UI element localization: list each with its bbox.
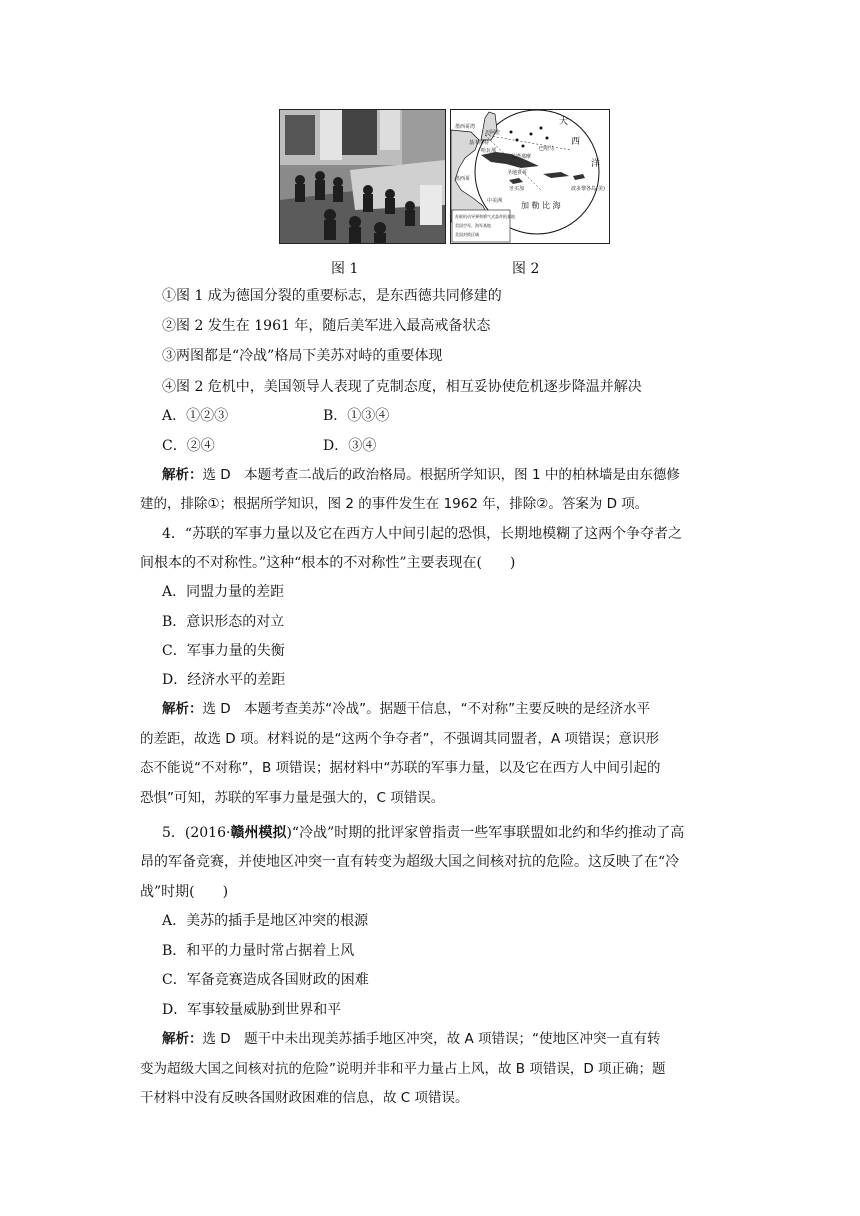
q3-option-b: B．①③④ [323,408,390,424]
q4-option-b: B．意识形态的对立 [162,614,285,630]
q5-analysis-label: 解析： [162,1031,203,1047]
q3-statement-2: ②图 2 发生在 1961 年，随后美军进入最高戒备状态 [162,318,491,334]
q5-analysis-text-1: 选 D 题干中未出现美苏插手地区冲突，故 A 项错误；“使地区冲突一直有转 [202,1031,661,1047]
q4-stem-line-2: 间根本的不对称性。”这种“根本的不对称性”主要表现在( ) [140,555,516,571]
q5-option-d: D．军事较量威胁到世界和平 [162,1002,342,1018]
legend-us-base: 美国空军、海军基地 [455,223,491,228]
q3-option-d: D．③④ [323,438,377,454]
q3-analysis-line-2 [140,494,648,514]
q4-analysis-text-2: 的差距，故选 D 项。材料说的是“这两个争夺者”，不强调其同盟者，A 项错误；意识形 [140,731,659,747]
q4-stem-line-1: 4．“苏联的军事力量以及它在西方人中间引起的恐惧，长期地模糊了这两个争夺者之 [162,526,683,542]
map-label-mexico: 墨西哥 [455,176,471,182]
q4-option-d: D．经济水平的差距 [162,672,286,688]
q3-statement-3: ③两图都是“冷战”格局下美苏对峙的重要体现 [162,348,443,364]
map-label-puerto-rico: 波多黎各岛(美) [571,186,605,192]
legend-blockade: 美国封锁区域 [455,232,479,237]
q5-stem-line-1 [162,823,684,843]
map-label-miami: 迈阿密 [485,130,501,136]
q5-number: 5．(2016· [162,825,231,841]
berlin-wall-photo [279,109,446,244]
map-label-west: 西 [571,137,581,147]
legend-missile-base: 苏联机动导弹和喷气式轰炸机基地 [455,214,515,219]
map-label-havana: 哈瓦那 [481,148,497,154]
q5-analysis-line-2 [140,1059,666,1079]
q4-analysis-text-3: 态不能说“不对称”，B 项错误；据材料中“苏联的军事力量，以及它在西方人中间引起的 [140,760,661,776]
map-label-mexico-bay: 墨西哥湾 [455,124,476,130]
q4-option-c: C．军事力量的失衡 [162,643,285,659]
q5-analysis-line-1 [162,1029,661,1049]
figure1-caption: 图 1 [331,261,359,277]
map-label-guantanamo: 关塔那摩 [511,154,532,160]
q5-stem-rest: )“冷战”时期的批评家曾指责一些军事联盟如北约和华约推动了高 [286,825,685,841]
q5-analysis-text-2: 变为超级大国之间核对抗的危险”说明并非和平力量占上风，故 B 项错误，D 项正确；题 [140,1061,666,1077]
q5-source: 赣州模拟 [230,825,287,841]
q3-option-a: A．①②③ [162,408,229,424]
q5-analysis-text-3: 干材料中没有反映各国财政困难的信息，故 C 项错误。 [140,1090,469,1106]
q4-option-a: A．同盟力量的差距 [162,584,285,600]
map-label-big: 大 [559,117,569,127]
map-label-central-am: 中美洲 [487,198,503,204]
q3-analysis-text-2: 建的，排除①；根据所学知识，图 2 的事件发生在 1962 年，排除②。答案为 D 项。 [140,496,649,512]
q4-analysis-line-1 [162,699,650,719]
cuban-missile-crisis-map [450,109,610,244]
q4-analysis-label: 解析： [162,701,203,717]
q3-analysis-text-1: 选 D 本题考查二战后的政治格局。根据所学知识，图 1 中的柏林墙是由东德修 [202,467,680,483]
q3-statement-1: ①图 1 成为德国分裂的重要标志，是东西德共同修建的 [162,288,502,304]
map-label-bahamas: 巴哈马 [539,146,555,152]
q3-analysis-label: 解析： [162,467,203,483]
q3-option-c: C．②④ [162,438,215,454]
q5-stem-line-3: 战”时期( ) [140,884,229,900]
map-label-key-west: 基韦斯特 [469,140,490,146]
figure2-caption: 图 2 [512,261,540,277]
q5-option-c: C．军备竞赛造成各国财政的困难 [162,972,369,988]
q4-analysis-text-1: 选 D 本题考查美苏“冷战”。据题干信息，“不对称”主要反映的是经济水平 [202,701,651,717]
q4-analysis-line-3 [140,758,661,778]
q4-analysis-line-2 [140,729,659,749]
q4-analysis-text-4: 恐惧”可知，苏联的军事力量是强大的，C 项错误。 [140,790,445,806]
q5-analysis-line-3 [140,1088,469,1108]
q5-option-b: B．和平的力量时常占据着上风 [162,943,355,959]
q4-analysis-line-4 [140,788,444,808]
map-label-caribbean: 加 勒 比 海 [521,201,561,210]
map-label-jamaica: 牙买加 [509,186,525,192]
map-label-ocean: 洋 [591,159,601,169]
q5-option-a: A．美苏的插手是地区冲突的根源 [162,913,369,929]
q3-statement-4: ④图 2 危机中，美国领导人表现了克制态度，相互妥协使危机逐步降温并解决 [162,379,642,395]
q3-analysis-line-1 [162,465,680,485]
q5-stem-line-2: 昂的军备竞赛，并使地区冲突一直有转变为超级大国之间核对抗的危险。这反映了在“冷 [140,854,680,870]
map-label-san-juan: 圣地亚哥 [507,170,528,176]
figure-row [279,109,609,244]
